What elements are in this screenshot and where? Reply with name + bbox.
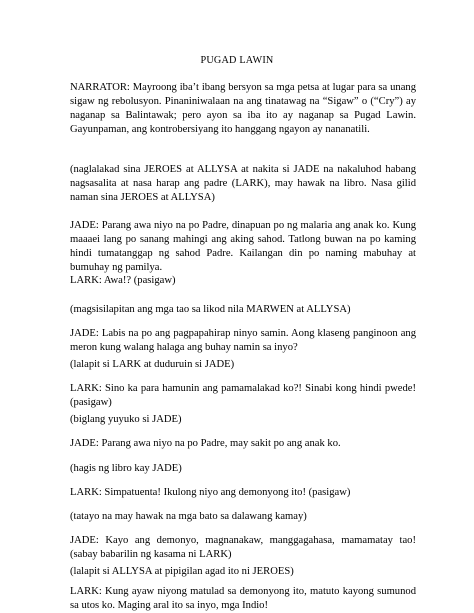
document-title: PUGAD LAWIN — [200, 55, 274, 66]
stage-direction-paragraph: (magsisilapitan ang mga tao sa likod nila MARWEN at ALLYSA) — [70, 304, 351, 315]
dialogue-paragraph: LARK: Sino ka para hamunin ang pamamalakad ko?! Sinabi kong hindi pwede! (pasigaw) — [70, 383, 416, 408]
stage-direction-paragraph: (lalapit si ALLYSA at pipigilan agad ito ni JEROES) — [70, 566, 294, 577]
dialogue-paragraph: LARK: Awa!? (pasigaw) — [70, 275, 176, 286]
dialogue-paragraph: JADE: Parang awa niyo na po Padre, may sakit po ang anak ko. — [70, 438, 341, 449]
stage-direction-paragraph: (hagis ng libro kay JADE) — [70, 463, 182, 474]
stage-direction-paragraph: (tatayo na may hawak na mga bato sa dalawang kamay) — [70, 511, 307, 522]
dialogue-paragraph: JADE: Parang awa niyo na po Padre, dinapuan po ng malaria ang anak ko. Kung maaaei lang po sanang mahingi ang aking sahod. Tatlong buwan na po kaming hindi tumatanggap ng sahod Padre. Kailangan din po naming mabuhay at bumuhay ng pamilya. — [70, 220, 416, 273]
dialogue-paragraph: JADE: Labis na po ang pagpapahirap ninyo samin. Aong klaseng panginoon ang meron kung walang halaga ang buhay namin sa inyo? — [70, 328, 416, 353]
stage-direction-paragraph: (lalapit si LARK at duduruin si JADE) — [70, 359, 235, 370]
dialogue-paragraph: LARK: Kung ayaw niyong matulad sa demonyong ito, matuto kayong sumunod sa utos ko. Maging aral ito sa inyo, mga Indio! — [70, 586, 416, 611]
dialogue-paragraph: LARK: Simpatuenta! Ikulong niyo ang demonyong ito! (pasigaw) — [70, 487, 351, 498]
stage-direction-paragraph: (biglang yuyuko si JADE) — [70, 414, 182, 425]
stage-direction-paragraph: (naglalakad sina JEROES at ALLYSA at nakita si JADE na nakaluhod habang nagsasalita at nasa harap ang padre (LARK), may hawak na libro. Nasa gilid naman sina JEROES at ALLYSA) — [70, 164, 416, 203]
dialogue-paragraph: JADE: Kayo ang demonyo, magnanakaw, manggagahasa, mamamatay tao! (sabay babarilin ng kasama ni LARK) — [70, 535, 416, 560]
narrator-paragraph: NARRATOR: Mayroong iba’t ibang bersyon sa mga petsa at lugar para sa unang sigaw ng rebolusyon. Pinaniniwalaan na ang tinatawag na “Sigaw” o (“Cry”) ay naganap sa Balintawak; pero ayon sa iba ito ay naganap sa Pugad Lawin. Gayunpaman, ang kontrobersiyang ito hanggang ngayon ay nananatili. — [70, 82, 416, 135]
